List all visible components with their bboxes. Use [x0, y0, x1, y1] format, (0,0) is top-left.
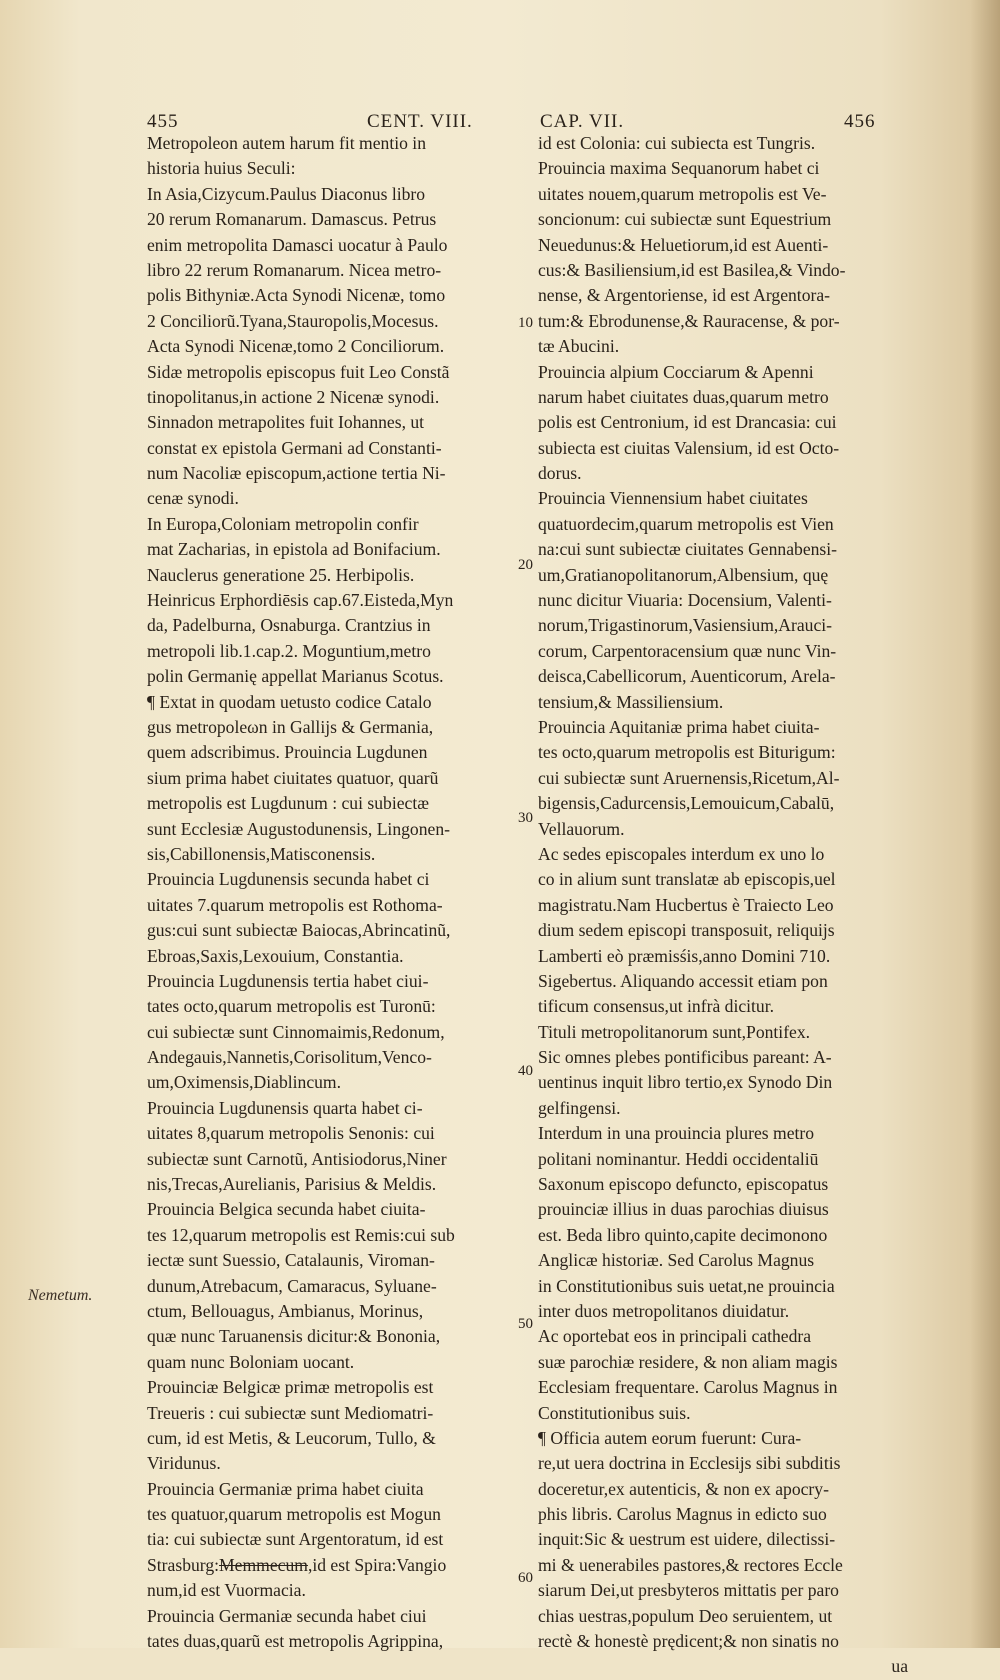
text-line: In Asia,Cizycum.Paulus Diaconus libro	[147, 183, 426, 204]
text-line: polis est Centronium, id est Drancasia: cui	[538, 412, 837, 433]
text-line: 2 Conciliorũ.Tyana,Stauropolis,Mocesus.	[147, 310, 439, 331]
text-line: historia huius Seculi:	[147, 158, 296, 179]
text-line: co in alium sunt translatæ ab episcopis,uel	[538, 869, 836, 890]
text-line: mi & uenerabiles pastores,& rectores Eccle	[538, 1554, 843, 1575]
text-line: In Europa,Coloniam metropolin confir	[147, 513, 419, 534]
text-line: Sidæ metropolis episcopus fuit Leo Constã	[147, 361, 450, 382]
text-line: cum, id est Metis, & Leucorum, Tullo, &	[147, 1427, 436, 1448]
text-line: metropoli lib.1.cap.2. Moguntium,metro	[147, 640, 431, 661]
text-line: est. Beda libro quinto,capite decimonono	[538, 1224, 828, 1245]
text-line: na:cui sunt subiectæ ciuitates Gennabensi-	[538, 539, 838, 560]
line-number: 60	[518, 1570, 533, 1586]
text-line: siarum Dei,ut presbyteros mittatis per paro	[538, 1580, 839, 1601]
text-line: quatuordecim,quarum metropolis est Vien	[538, 513, 834, 534]
text-line: enim metropolita Damasci uocatur à Paulo	[147, 234, 448, 255]
text-line: Prouincia Belgica secunda habet ciuita-	[147, 1199, 426, 1220]
text-line: rectè & honestè prędicent;& non sinatis no	[538, 1631, 839, 1652]
text-line: Vellauorum.	[538, 818, 625, 839]
text-line: dunum,Atrebacum, Camaracus, Syluane-	[147, 1275, 437, 1296]
text-line: uitates 7.quarum metropolis est Rothoma-	[147, 894, 443, 915]
text-line: tes 12,quarum metropolis est Remis:cui sub	[147, 1224, 455, 1245]
text-line: Prouincia Lugdunensis secunda habet ci	[147, 869, 430, 890]
text-line: nense, & Argentoriense, id est Argentora-	[538, 285, 831, 306]
text-line: magistratu.Nam Hucbertus è Traiecto Leo	[538, 894, 834, 915]
text-line: dorus.	[538, 463, 582, 484]
text-fragment: ,id est Spira:Vangio	[307, 1554, 447, 1575]
page-edge-shadow	[970, 0, 1000, 1648]
text-line: sis,Cabillonensis,Matisconensis.	[147, 843, 376, 864]
text-line: metropolis est Lugdunum : cui subiectæ	[147, 793, 429, 814]
text-line: gus:cui sunt subiectæ Baiocas,Abrincatinũ,	[147, 920, 451, 941]
text-line: politani nominantur. Heddi occidentaliū	[538, 1148, 819, 1169]
text-line: bigensis,Cadurcensis,Lemouicum,Cabalū,	[538, 793, 835, 814]
text-line: Prouincia maxima Sequanorum habet ci	[538, 158, 820, 179]
text-line: Prouinciæ Belgicæ primæ metropolis est	[147, 1377, 434, 1398]
text-line: nunc dicitur Viuaria: Docensium, Valenti-	[538, 590, 832, 611]
text-line: Prouincia Viennensium habet ciuitates	[538, 488, 808, 509]
text-line: Prouincia Germaniæ secunda habet ciui	[147, 1605, 427, 1626]
text-line: uentinus inquit libro tertio,ex Synodo Din	[538, 1072, 833, 1093]
text-line: Ac oportebat eos in principali cathedra	[538, 1326, 812, 1347]
text-line: deisca,Cabellicorum, Auenticorum, Arela-	[538, 666, 836, 687]
text-line: da, Padelburna, Osnaburga. Crantzius in	[147, 615, 431, 636]
text-fragment: Strasburg:	[147, 1554, 220, 1575]
text-line: num Nacoliæ episcopum,actione tertia Ni-	[147, 463, 446, 484]
text-line: Prouincia Lugdunensis quarta habet ci-	[147, 1097, 423, 1118]
text-line: um,Oximensis,Diablincum.	[147, 1072, 342, 1093]
text-line: tates duas,quarũ est metropolis Agrippina,	[147, 1631, 444, 1652]
text-line: Saxonum episcopo defuncto, episcopatus	[538, 1174, 829, 1195]
text-line: iectæ sunt Suessio, Catalaunis, Viroman-	[147, 1250, 435, 1271]
text-line: uitates nouem,quarum metropolis est Ve-	[538, 183, 827, 204]
text-line: soncionum: cui subiectæ sunt Equestrium	[538, 209, 832, 230]
text-line: Andegauis,Nannetis,Corisolitum,Venco-	[147, 1047, 432, 1068]
text-line: tæ Abucini.	[538, 336, 620, 357]
text-line: tum:& Ebrodunense,& Rauracense, & por-	[538, 310, 840, 331]
text-line: Heinricus Erphordiēsis cap.67.Eisteda,Myn	[147, 590, 454, 611]
text-line: cui subiectæ sunt Cinnomaimis,Redonum,	[147, 1021, 445, 1042]
text-line: 20 rerum Romanarum. Damascus. Petrus	[147, 209, 437, 230]
text-line: Lamberti eò præmisśis,anno Domini 710.	[538, 945, 831, 966]
text-line: sunt Ecclesiæ Augustodunensis, Lingonen-	[147, 818, 450, 839]
text-line: dium sedem episcopi transposuit, reliquijs	[538, 920, 835, 941]
text-line: Prouincia alpium Cocciarum & Apenni	[538, 361, 814, 382]
text-line: Neuedunus:& Heluetiorum,id est Auenti-	[538, 234, 829, 255]
text-line: quam nunc Boloniam uocant.	[147, 1351, 355, 1372]
text-line: cenæ synodi.	[147, 488, 239, 509]
text-line: subiectæ sunt Carnotũ, Antisiodorus,Niner	[147, 1148, 447, 1169]
text-line: libro 22 rerum Romanarum. Nicea metro-	[147, 259, 442, 280]
text-line: Viridunus.	[147, 1453, 221, 1474]
text-line: quæ nunc Taruanensis dicitur:& Bononia,	[147, 1326, 441, 1347]
line-number: 30	[518, 810, 533, 826]
line-number: 40	[518, 1063, 533, 1079]
text-line: suæ parochiæ residere, & non aliam magis	[538, 1351, 838, 1372]
line-number: 10	[518, 315, 533, 331]
text-line: quem adscribimus. Prouincia Lugdunen	[147, 742, 428, 763]
text-line: ctum, Bellouagus, Ambianus, Morinus,	[147, 1300, 424, 1321]
text-line: polin Germanię appellat Marianus Scotus.	[147, 666, 444, 687]
text-line: Acta Synodi Nicenæ,tomo 2 Conciliorum.	[147, 336, 445, 357]
text-line: prouinciæ illius in duas parochias diuisus	[538, 1199, 829, 1220]
text-line: cus:& Basiliensium,id est Basilea,& Vindo-	[538, 259, 846, 280]
text-line: Ac sedes episcopales interdum ex uno lo	[538, 843, 825, 864]
text-line: nis,Trecas,Aurelianis, Parisius & Meldis.	[147, 1174, 437, 1195]
running-title-right: CAP. VII.	[540, 111, 625, 132]
line-number: 20	[518, 557, 533, 573]
left-text-column	[147, 131, 512, 1654]
text-line: inter duos metropolitanos diuidatur.	[538, 1300, 790, 1321]
text-line: Nauclerus generatione 25. Herbipolis.	[147, 564, 415, 585]
text-line: um,Gratianopolitanorum,Albensium, quę	[538, 564, 829, 585]
text-line: Constitutionibus suis.	[538, 1402, 691, 1423]
text-line: inquit:Sic & uestrum est uidere, dilectissi-	[538, 1529, 836, 1550]
text-line: in Constitutionibus suis uetat,ne prouincia	[538, 1275, 835, 1296]
text-line: constat ex epistola Germani ad Constanti-	[147, 437, 442, 458]
text-line: tificum consensus,ut infrà dicitur.	[538, 996, 775, 1017]
text-line-with-strikethrough	[147, 1553, 512, 1578]
text-line: cui subiectæ sunt Aruernensis,Ricetum,Al-	[538, 767, 840, 788]
text-line: Ebroas,Saxis,Lexouium, Constantia.	[147, 945, 404, 966]
text-line: Metropoleon autem harum fit mentio in	[147, 133, 426, 153]
text-line: uitates 8,quarum metropolis Senonis: cui	[147, 1123, 435, 1144]
page-number-right: 456	[844, 111, 876, 132]
text-line: Interdum in una prouincia plures metro	[538, 1123, 815, 1144]
text-line: gus metropoleωn in Gallijs & Germania,	[147, 716, 434, 737]
text-line: polis Bithyniæ.Acta Synodi Nicenæ, tomo	[147, 285, 446, 306]
text-line: gelfingensi.	[538, 1097, 621, 1118]
text-line: Sigebertus. Aliquando accessit etiam pon	[538, 970, 828, 991]
text-line: num,id est Vuormacia.	[147, 1580, 306, 1601]
text-line: chias uestras,populum Deo seruientem, ut	[538, 1605, 833, 1626]
text-line: tes octo,quarum metropolis est Biturigum:	[538, 742, 836, 763]
text-line: Treueris : cui subiectæ sunt Mediomatri-	[147, 1402, 434, 1423]
line-number: 50	[518, 1316, 533, 1332]
text-line: tates octo,quarum metropolis est Turonū:	[147, 996, 436, 1017]
right-text-column	[538, 131, 908, 1680]
text-line: Sinnadon metrapolites fuit Iohannes, ut	[147, 412, 425, 433]
text-line: doceretur,ex autenticis, & non ex apocry-	[538, 1478, 829, 1499]
text-line: corum, Carpentoracensium quæ nunc Vin-	[538, 640, 837, 661]
text-line: ¶ Officia autem eorum fuerunt: Cura-	[538, 1427, 802, 1448]
text-line: sium prima habet ciuitates quatuor, quarũ	[147, 767, 439, 788]
catchword: ua	[891, 1656, 908, 1677]
text-line: narum habet ciuitates duas,quarum metro	[538, 386, 829, 407]
text-line: re,ut uera doctrina in Ecclesijs sibi subditis	[538, 1453, 841, 1474]
running-title-left: CENT. VIII.	[367, 111, 473, 132]
text-line: Prouincia Lugdunensis tertia habet ciui-	[147, 970, 429, 991]
text-line: Anglicæ historiæ. Sed Carolus Magnus	[538, 1250, 815, 1271]
text-line: tia: cui subiectæ sunt Argentoratum, id est	[147, 1529, 444, 1550]
text-line: subiecta est ciuitas Valensium, id est Octo-	[538, 437, 840, 458]
handwritten-margin-note: Nemetum.	[28, 1287, 93, 1304]
text-line: ¶ Extat in quodam uetusto codice Catalo	[147, 691, 432, 712]
text-line: Sic omnes plebes pontificibus pareant: A-	[538, 1047, 832, 1068]
text-line: Prouincia Aquitaniæ prima habet ciuita-	[538, 716, 820, 737]
text-line: Tituli metropolitanorum sunt,Pontifex.	[538, 1021, 811, 1042]
text-line: Ecclesiam frequentare. Carolus Magnus in	[538, 1377, 838, 1398]
text-line: tes quatuor,quarum metropolis est Mogun	[147, 1504, 441, 1525]
text-line: id est Colonia: cui subiecta est Tungris.	[538, 133, 816, 153]
struck-out-word: Memmecum	[219, 1554, 308, 1575]
text-line: tinopolitanus,in actione 2 Nicenæ synodi.	[147, 386, 440, 407]
text-line: phis libris. Carolus Magnus in edicto suo	[538, 1504, 827, 1525]
text-line: mat Zacharias, in epistola ad Bonifacium.	[147, 539, 441, 560]
text-line: norum,Trigastinorum,Vasiensium,Arauci-	[538, 615, 833, 636]
text-line: Prouincia Germaniæ prima habet ciuita	[147, 1478, 424, 1499]
text-line: tensium,& Massiliensium.	[538, 691, 724, 712]
page-number-left: 455	[147, 111, 179, 132]
